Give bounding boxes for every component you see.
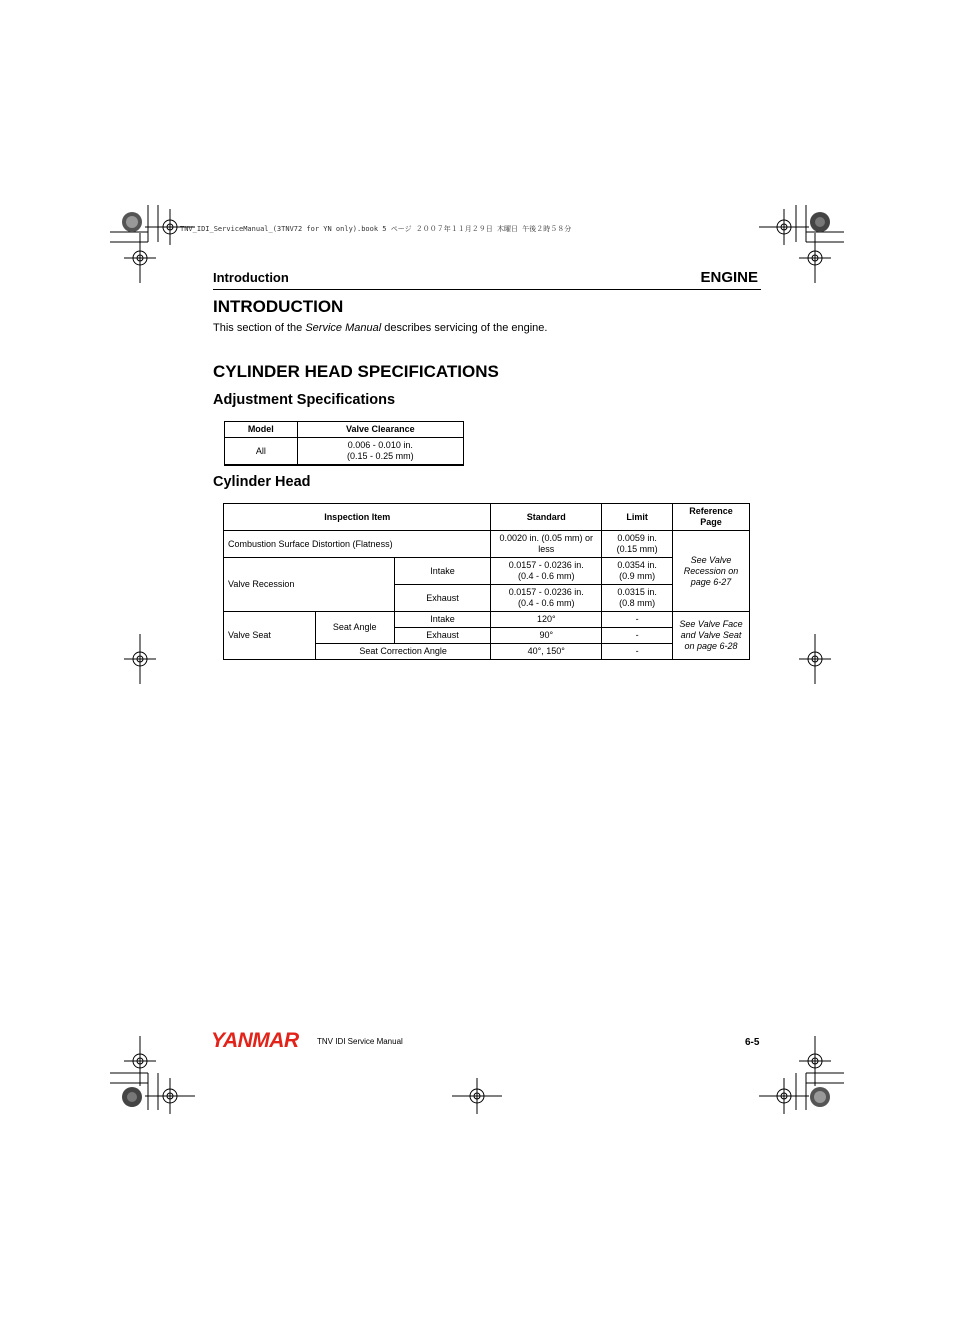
running-header-chapter: ENGINE	[700, 269, 758, 286]
seat-exhaust-label: Exhaust	[394, 628, 491, 644]
footer-manual-title: TNV IDI Service Manual	[317, 1037, 403, 1046]
table-row	[224, 531, 750, 558]
logo-wordmark: YANMAR	[211, 1029, 299, 1051]
introduction-text: This section of the Service Manual describes servicing of the engine.	[213, 322, 548, 334]
cylinder-head-heading: Cylinder Head	[213, 474, 311, 490]
seat-correction-limit: -	[602, 644, 673, 660]
model-cell: All	[225, 438, 298, 466]
valve-recession-item-cell: Valve Recession	[224, 558, 395, 612]
reference-valve-recession-cell: See Valve Recession on page 6-27	[673, 531, 750, 612]
distortion-limit-cell: 0.0059 in. (0.15 mm)	[602, 531, 673, 558]
valve-seat-item-cell: Valve Seat	[224, 612, 316, 660]
seat-exhaust-limit: -	[602, 628, 673, 644]
cylinder-head-table	[223, 503, 750, 660]
seat-intake-standard: 120°	[491, 612, 602, 628]
reference-valve-seat-cell: See Valve Face and Valve Seat on page 6-28	[673, 612, 750, 660]
yanmar-logo	[211, 1029, 311, 1056]
introduction-heading: INTRODUCTION	[213, 297, 344, 316]
col-header-reference-page: Reference Page	[673, 504, 750, 531]
table-row	[225, 438, 464, 466]
recession-intake-limit: 0.0354 in. (0.9 mm)	[602, 558, 673, 585]
distortion-standard-cell: 0.0020 in. (0.05 mm) or less	[491, 531, 602, 558]
recession-exhaust-standard: 0.0157 - 0.0236 in. (0.4 - 0.6 mm)	[491, 585, 602, 612]
print-info-line: TNV_IDI_ServiceManual_(3TNV72 for YN only).book 5 ページ ２００７年１１月２９日 木曜日 午後２時５８分	[180, 225, 572, 233]
seat-angle-label: Seat Angle	[315, 612, 394, 644]
recession-exhaust-limit: 0.0315 in. (0.8 mm)	[602, 585, 673, 612]
running-header-section: Introduction	[213, 270, 289, 285]
seat-exhaust-standard: 90°	[491, 628, 602, 644]
page-number: 6-5	[745, 1037, 760, 1048]
seat-correction-label: Seat Correction Angle	[315, 644, 491, 660]
seat-intake-label: Intake	[394, 612, 491, 628]
table-row	[224, 612, 750, 628]
col-header-valve-clearance: Valve Clearance	[297, 422, 463, 438]
distortion-item-cell: Combustion Surface Distortion (Flatness)	[224, 531, 491, 558]
col-header-standard: Standard	[491, 504, 602, 531]
adjustment-specs-table	[224, 421, 464, 466]
cylinder-head-specs-heading: CYLINDER HEAD SPECIFICATIONS	[213, 362, 499, 381]
col-header-limit: Limit	[602, 504, 673, 531]
table-row	[224, 558, 750, 585]
clearance-cell: 0.006 - 0.010 in. (0.15 - 0.25 mm)	[297, 438, 463, 466]
recession-exhaust-label: Exhaust	[394, 585, 491, 612]
adjustment-specs-heading: Adjustment Specifications	[213, 392, 396, 408]
col-header-model: Model	[225, 422, 298, 438]
seat-correction-standard: 40°, 150°	[491, 644, 602, 660]
recession-intake-label: Intake	[394, 558, 491, 585]
recession-intake-standard: 0.0157 - 0.0236 in. (0.4 - 0.6 mm)	[491, 558, 602, 585]
header-rule	[213, 289, 761, 290]
col-header-inspection-item: Inspection Item	[224, 504, 491, 531]
seat-intake-limit: -	[602, 612, 673, 628]
